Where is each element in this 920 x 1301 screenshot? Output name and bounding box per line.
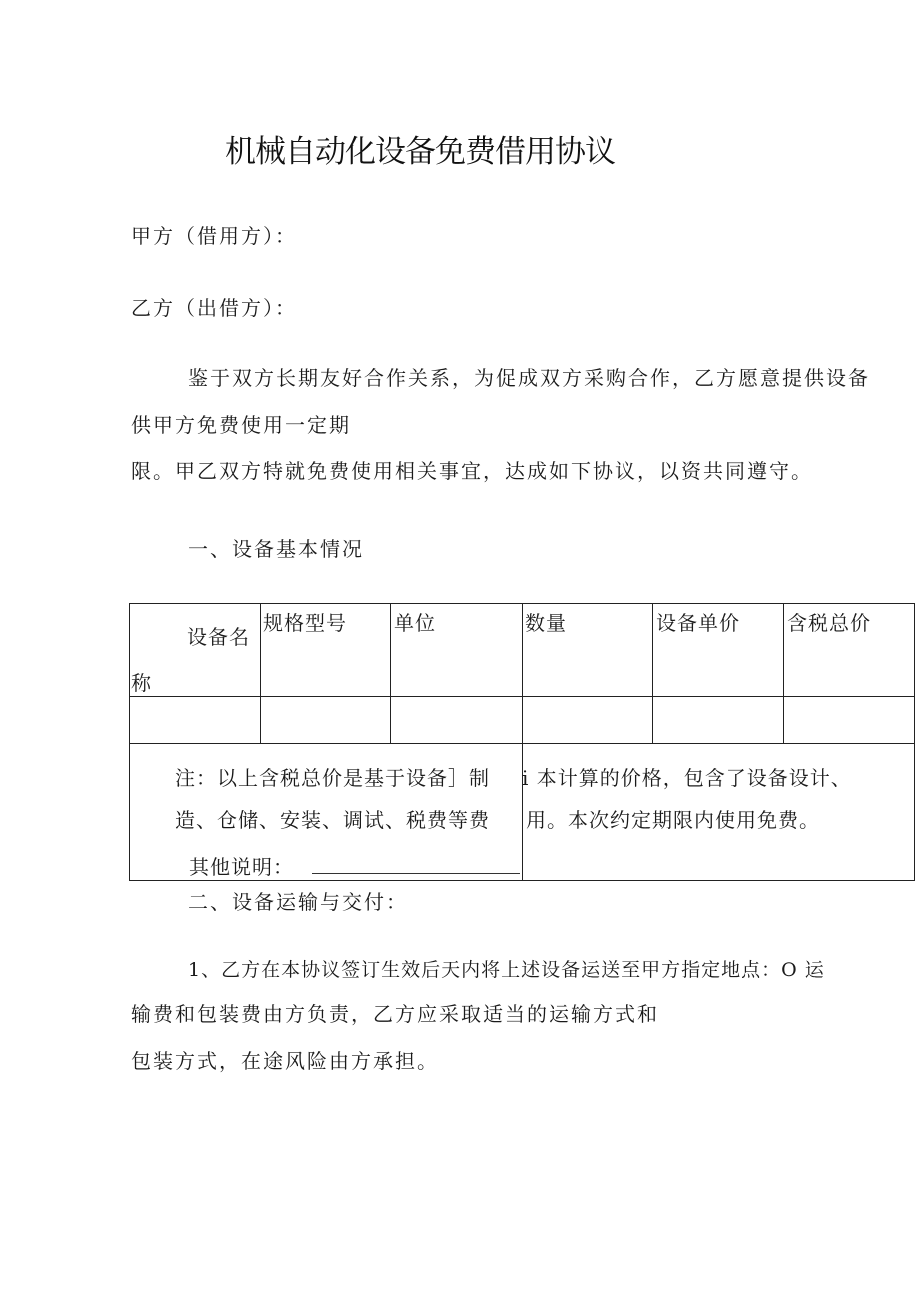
header-total-price: 含税总价 (787, 611, 871, 635)
note-right-line-2: 用。本次约定期限内使用免费。 (526, 808, 820, 832)
note-left-line-1: 注：以上含税总价是基于设备］制 (175, 766, 490, 790)
header-unit-price: 设备单价 (656, 611, 740, 635)
other-notes-label: 其他说明： (189, 855, 294, 879)
header-unit: 单位 (394, 611, 436, 635)
other-notes-blank (312, 873, 520, 874)
note-right-line-1: i 本计算的价格，包含了设备设计、 (522, 766, 852, 790)
equipment-table (129, 603, 915, 881)
party-b-label: 乙方（出借方）： (131, 296, 297, 320)
clause-1-line-3: 包装方式，在途风险由方承担。 (131, 1049, 439, 1073)
section-2-heading: 二、设备运输与交付： (188, 890, 408, 914)
section-1-heading: 一、设备基本情况 (188, 537, 364, 561)
header-model: 规格型号 (263, 611, 347, 635)
header-equipment-name: 设备名 (187, 625, 250, 649)
party-a-label: 甲方（借用方）： (131, 224, 297, 248)
header-quantity: 数量 (525, 611, 567, 635)
intro-line-3: 限。甲乙双方特就免费使用相关事宜，达成如下协议，以资共同遵守。 (131, 459, 813, 483)
intro-line-2: 供甲方免费使用一定期 (131, 413, 351, 437)
header-equipment-name-cont: 称 (131, 671, 152, 695)
document-title: 机械自动化设备免费借用协议 (225, 134, 615, 170)
intro-line-1: 鉴于双方长期友好合作关系，为促成双方采购合作，乙方愿意提供设备 (188, 366, 870, 390)
clause-1-line-2: 输费和包装费由方负责，乙方应采取适当的运输方式和 (131, 1002, 659, 1026)
clause-1-line-1: 1、乙方在本协议签订生效后天内将上述设备运送至甲方指定地点：O 运 (188, 959, 825, 981)
note-left-line-2: 造、仓储、安装、调试、税费等费 (175, 808, 490, 832)
